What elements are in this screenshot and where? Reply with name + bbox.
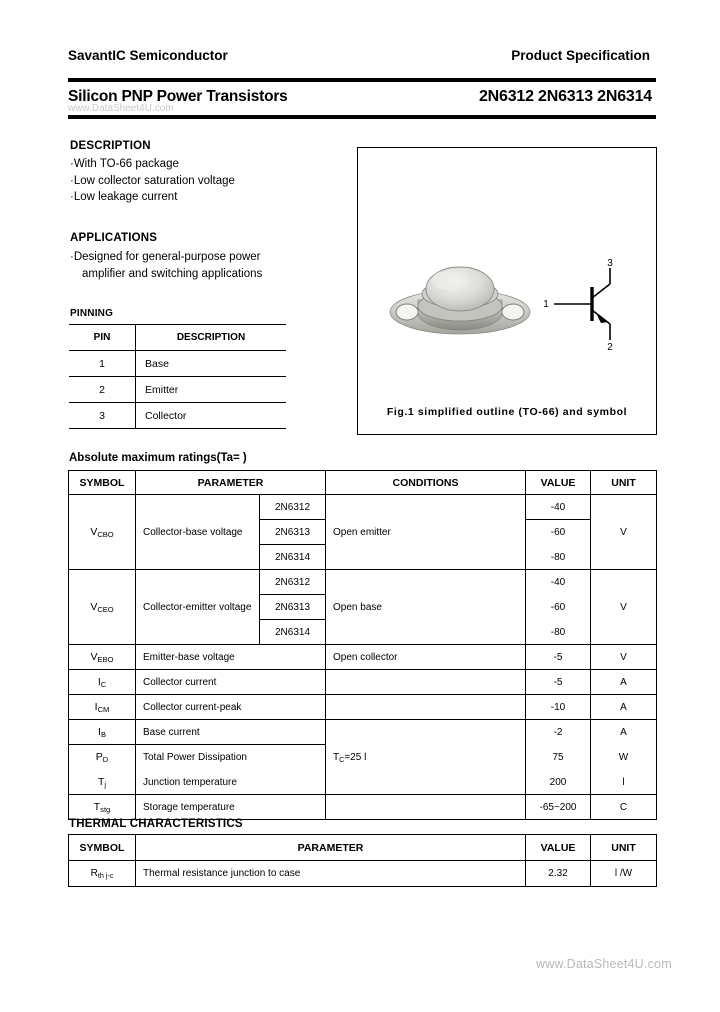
page-title: Silicon PNP Power Transistors <box>68 88 288 105</box>
pnp-transistor-symbol <box>536 256 640 352</box>
figure-caption: Fig.1 simplified outline (TO-66) and symbol <box>386 406 628 418</box>
row-conditions-tc: $T_C=25$ l <box>326 720 526 795</box>
row-unit: V <box>591 645 657 670</box>
row-value: -10 <box>526 695 591 720</box>
row-symbol: $V_{EBO}$ <box>69 645 136 670</box>
row-unit: C <box>591 795 657 820</box>
description-item: ·Low collector saturation voltage <box>70 174 235 187</box>
table-row <box>69 495 657 520</box>
col-value: VALUE <box>526 471 591 495</box>
row-conditions <box>326 670 526 695</box>
description-list <box>70 156 235 206</box>
description-item: ·With TO-66 package <box>70 158 179 170</box>
row-symbol: $P_D$ <box>69 745 136 770</box>
symbol-label-emitter: 2 <box>607 342 613 352</box>
row-value: -60 <box>526 520 591 545</box>
row-parameter: Collector current-peak <box>136 695 326 720</box>
table-row <box>69 861 657 887</box>
col-parameter: PARAMETER <box>136 835 526 861</box>
table-row <box>69 645 657 670</box>
table-row <box>69 570 657 595</box>
watermark-footer: www.DataSheet4U.com <box>536 957 672 971</box>
row-value: -65~200 <box>526 795 591 820</box>
col-value: VALUE <box>526 835 591 861</box>
pin-description: Collector <box>136 403 287 429</box>
table-row <box>69 377 286 403</box>
row-conditions <box>326 795 526 820</box>
row-parameter: Collector current <box>136 670 326 695</box>
part-numbers: 2N6312 2N6313 2N6314 <box>478 88 652 105</box>
applications-heading: APPLICATIONS <box>70 232 158 244</box>
applications-item: amplifier and switching applications <box>82 267 263 280</box>
row-parameter: Total Power Dissipation <box>136 745 326 770</box>
document-type: Product Specification <box>511 48 650 63</box>
row-symbol: $R_{th j-c}$ <box>69 861 136 887</box>
pin-description: Emitter <box>136 377 287 403</box>
page-header <box>68 48 656 63</box>
watermark-title: www.DataSheet4U.com <box>68 103 174 114</box>
row-symbol: $I_B$ <box>69 720 136 745</box>
row-parameter: Collector-emitter voltage <box>136 570 260 645</box>
pin-number: 3 <box>69 403 136 429</box>
row-symbol: $T_j$ <box>69 770 136 795</box>
row-unit: A <box>591 695 657 720</box>
pinning-heading: PINNING <box>70 308 114 319</box>
row-symbol: $V_{CEO}$ <box>69 570 136 645</box>
row-value: -5 <box>526 670 591 695</box>
absolute-ratings-heading: Absolute maximum ratings(Ta= ) <box>69 452 247 464</box>
row-parameter: Storage temperature <box>136 795 326 820</box>
col-unit: UNIT <box>591 835 657 861</box>
row-parameter: Base current <box>136 720 326 745</box>
table-row <box>69 351 286 377</box>
pinning-col-description: DESCRIPTION <box>136 325 287 351</box>
col-parameter: PARAMETER <box>136 471 326 495</box>
table-row <box>69 695 657 720</box>
row-unit: V <box>591 570 657 645</box>
row-unit: l /W <box>591 861 657 887</box>
pin-number: 2 <box>69 377 136 403</box>
row-value: -40 <box>526 570 591 595</box>
row-unit: A <box>591 720 657 745</box>
row-part-number: 2N6314 <box>260 620 326 645</box>
row-part-number: 2N6313 <box>260 520 326 545</box>
header-rule-top <box>68 78 656 82</box>
row-unit: V <box>591 495 657 570</box>
applications-list <box>70 249 262 282</box>
row-parameter: Junction temperature <box>136 770 326 795</box>
row-parameter: Thermal resistance junction to case <box>136 861 526 887</box>
title-row <box>68 88 656 106</box>
table-row <box>69 670 657 695</box>
row-value: 75 <box>526 745 591 770</box>
table-row <box>69 795 657 820</box>
row-value: 2.32 <box>526 861 591 887</box>
row-value: 200 <box>526 770 591 795</box>
row-conditions <box>326 695 526 720</box>
row-unit: l <box>591 770 657 795</box>
row-value: -40 <box>526 495 591 520</box>
header-rule-bottom <box>68 115 656 119</box>
row-symbol: $V_{CBO}$ <box>69 495 136 570</box>
figure-box <box>357 147 657 435</box>
col-unit: UNIT <box>591 471 657 495</box>
pin-description: Base <box>136 351 287 377</box>
row-symbol: $I_C$ <box>69 670 136 695</box>
col-symbol: SYMBOL <box>69 835 136 861</box>
row-unit: W <box>591 745 657 770</box>
row-value: -80 <box>526 545 591 570</box>
col-conditions: CONDITIONS <box>326 471 526 495</box>
absolute-maximum-ratings-table <box>68 470 657 820</box>
pin-number: 1 <box>69 351 136 377</box>
row-conditions: Open emitter <box>326 495 526 570</box>
description-item: ·Low leakage current <box>70 191 178 203</box>
table-header-row <box>69 325 286 351</box>
table-header-row <box>69 471 657 495</box>
row-part-number: 2N6312 <box>260 495 326 520</box>
row-value: -60 <box>526 595 591 620</box>
row-symbol: $T_{stg}$ <box>69 795 136 820</box>
row-value: -80 <box>526 620 591 645</box>
row-parameter: Emitter-base voltage <box>136 645 326 670</box>
company-name: SavantIC Semiconductor <box>68 48 228 63</box>
table-row <box>69 403 286 429</box>
applications-item: ·Designed for general-purpose power <box>70 251 261 263</box>
table-row <box>69 720 657 745</box>
table-header-row <box>69 835 657 861</box>
pinning-col-pin: PIN <box>69 325 136 351</box>
thermal-characteristics-table <box>68 834 657 887</box>
symbol-label-collector: 3 <box>607 258 613 269</box>
row-part-number: 2N6314 <box>260 545 326 570</box>
col-symbol: SYMBOL <box>69 471 136 495</box>
row-part-number: 2N6312 <box>260 570 326 595</box>
row-conditions: Open base <box>326 570 526 645</box>
row-value: -5 <box>526 645 591 670</box>
row-value: -2 <box>526 720 591 745</box>
row-conditions: Open collector <box>326 645 526 670</box>
row-part-number: 2N6313 <box>260 595 326 620</box>
thermal-characteristics-heading: THERMAL CHARACTERISTICS <box>69 818 243 830</box>
row-unit: A <box>591 670 657 695</box>
description-heading: DESCRIPTION <box>70 140 151 152</box>
symbol-label-base: 1 <box>543 299 549 310</box>
row-symbol: $I_{CM}$ <box>69 695 136 720</box>
pinning-table <box>69 324 286 429</box>
to66-package-image <box>386 256 534 352</box>
row-parameter: Collector-base voltage <box>136 495 260 570</box>
